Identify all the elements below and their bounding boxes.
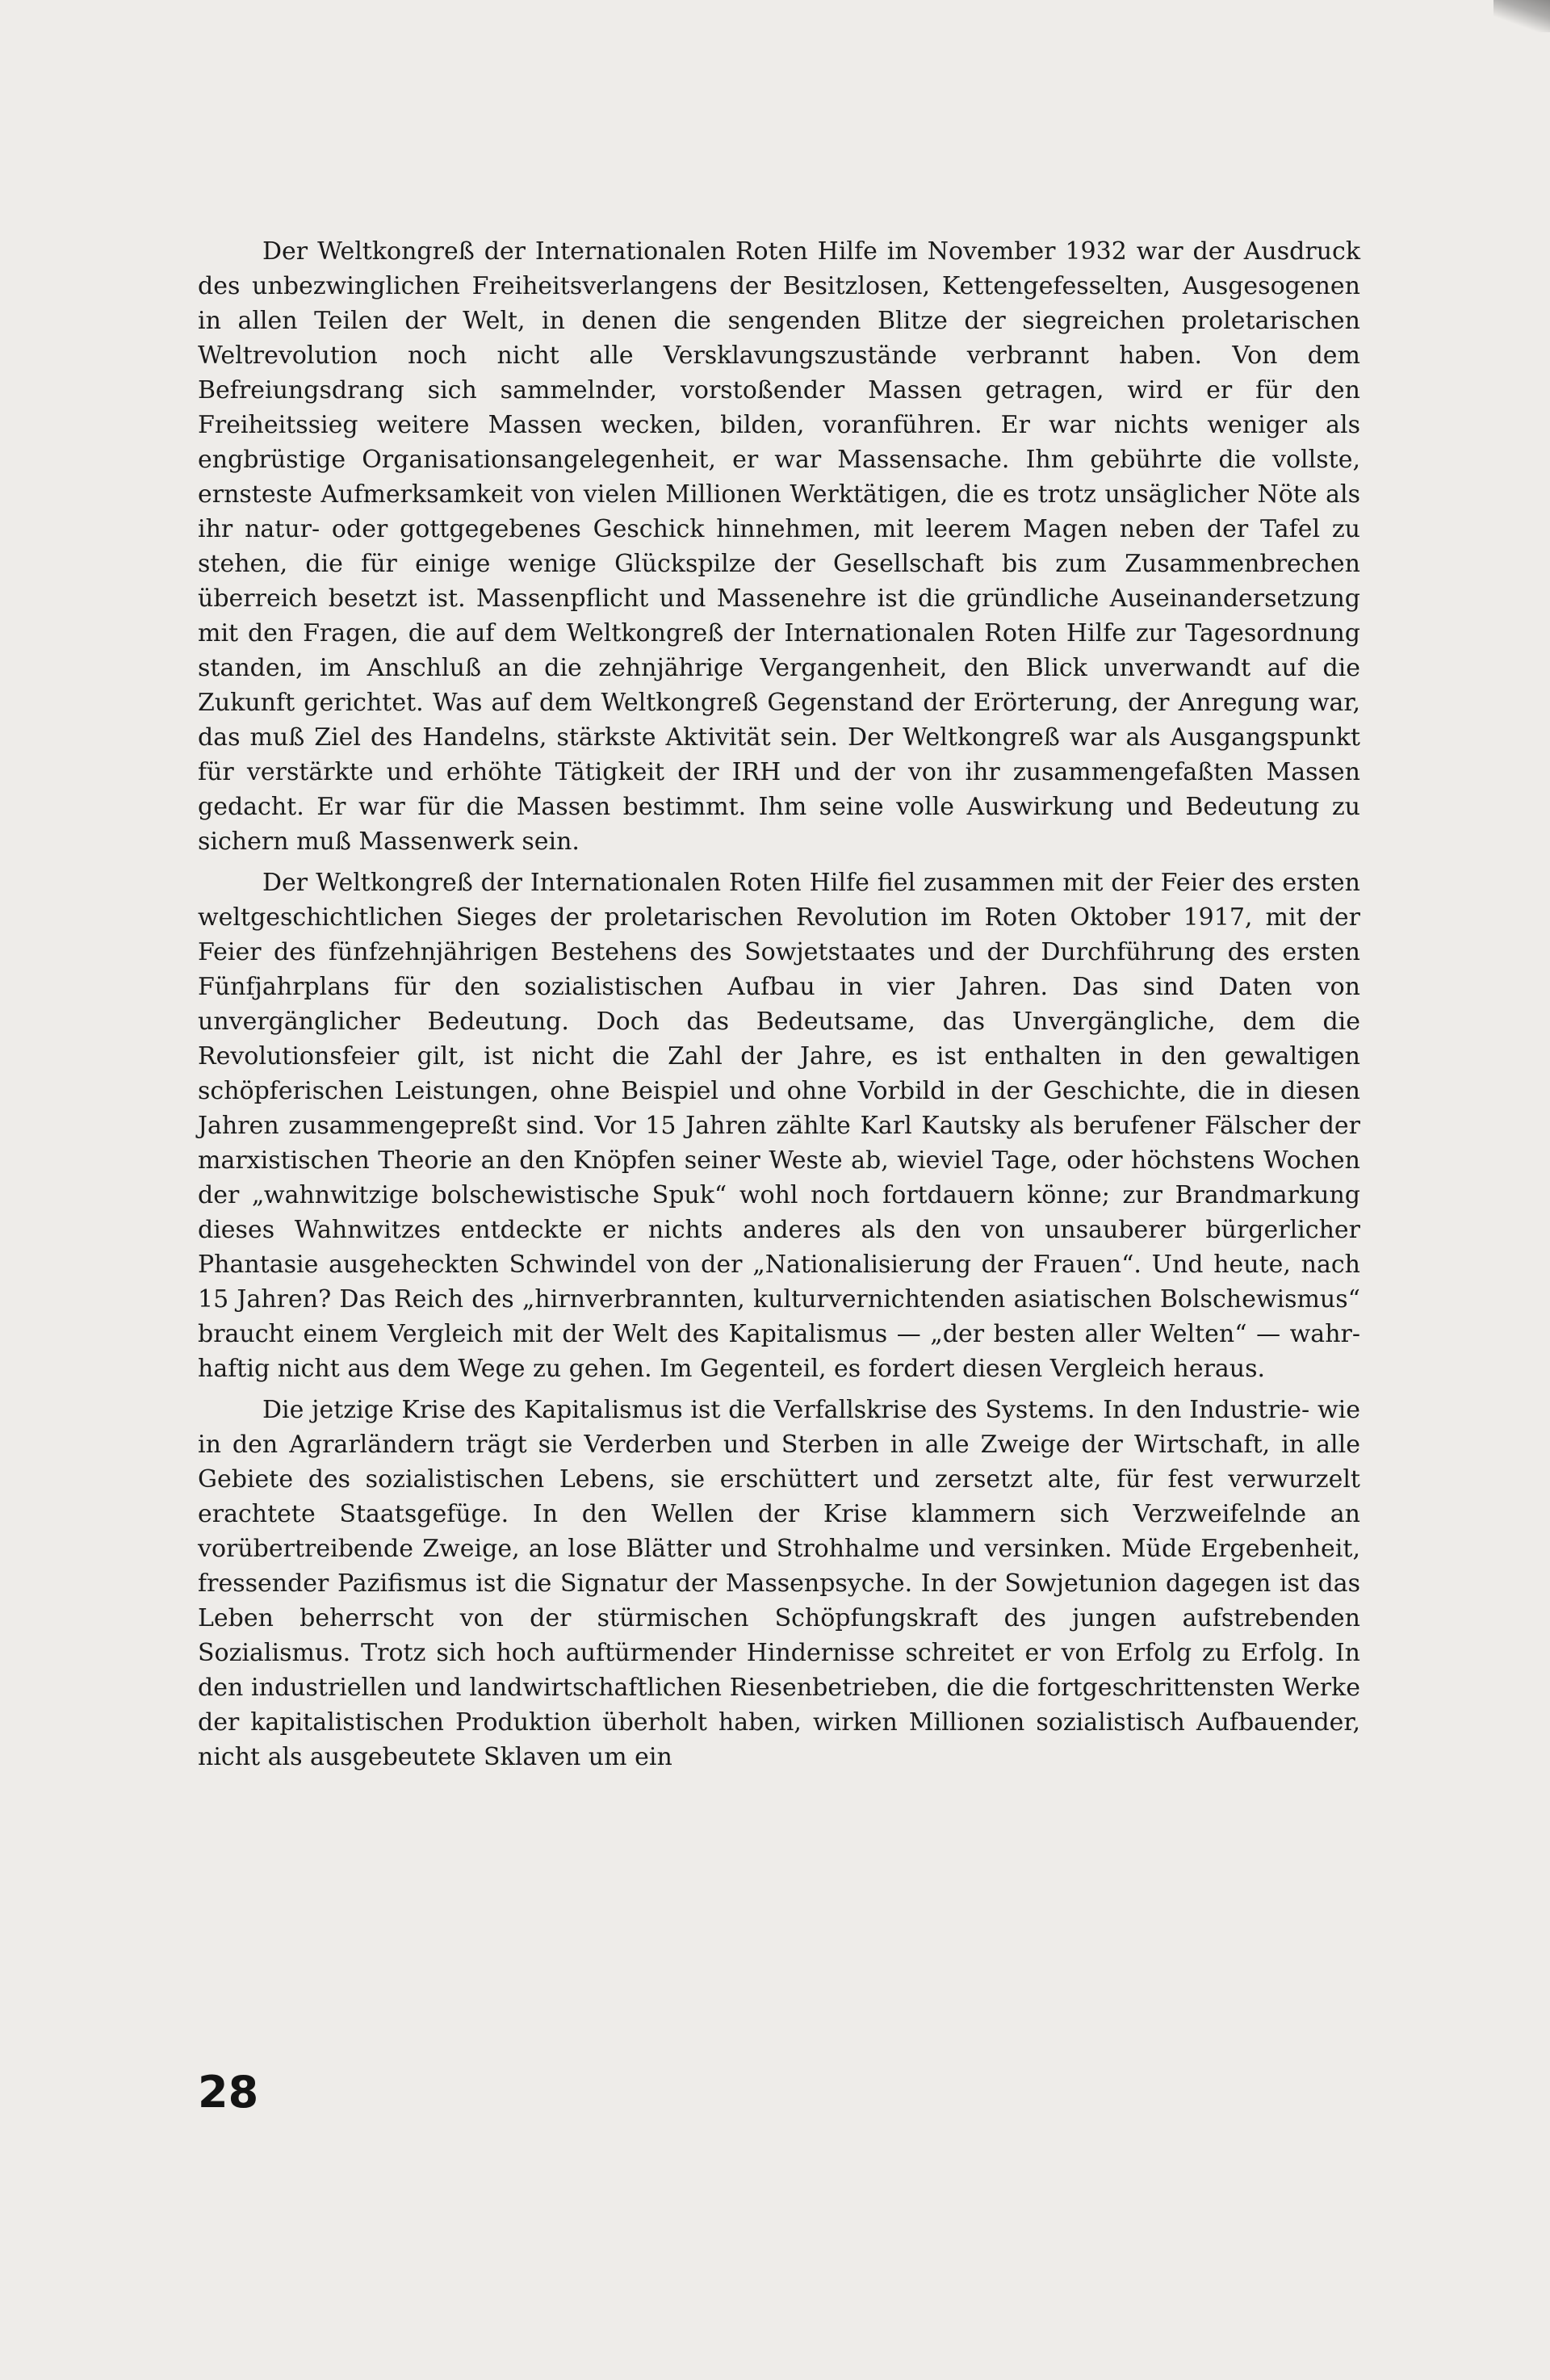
page-corner-shadow bbox=[1493, 0, 1550, 32]
body-text bbox=[198, 234, 1360, 1781]
page-number: 28 bbox=[198, 2067, 259, 2118]
paragraph-2: Der Weltkongreß der Internationalen Roten Hilfe fiel zusammen mit der Feier des ersten weltgeschichtlichen Sieges der proletarischen Revolution im Roten Oktober 1917, mit der Feier des fünfzehnjährigen Bestehens des Sowjetstaates und der Durchführung des ersten Fünfjahrplans für den sozialistischen Aufbau in vier Jahren. Das sind Daten von unvergänglicher Bedeutung. Doch das Bedeutsame, das Unvergängliche, dem die Revolutionsfeier gilt, ist nicht die Zahl der Jahre, es ist enthalten in den gewaltigen schöpferischen Leistungen, ohne Beispiel und ohne Vorbild in der Geschichte, die in diesen Jahren zusammengepreßt sind. Vor 15 Jahren zählte Karl Kautsky als berufener Fälscher der marxistischen Theorie an den Knöpfen seiner Weste ab, wieviel Tage, oder höchstens Wochen der „wahnwitzige bolschewistische Spuk“ wohl noch fortdauern könne; zur Brandmarkung dieses Wahnwitzes entdeckte er nichts anderes als den von unsauberer bürgerlicher Phantasie ausgeheckten Schwindel von der „Nationalisierung der Frauen“. Und heute, nach 15 Jahren? Das Reich des „hirnverbrannten, kulturvernichtenden asiatischen Bolschewismus“ braucht einem Vergleich mit der Welt des Kapitalismus — „der besten aller Welten“ — wahrhaftig nicht aus dem Wege zu gehen. Im Gegenteil, es fordert diesen Vergleich heraus. bbox=[198, 869, 1360, 1383]
paragraph-3: Die jetzige Krise des Kapitalismus ist die Verfallskrise des Systems. In den Industrie- wie in den Agrarländern trägt sie Verderben und Sterben in alle Zweige der Wirtschaft, in alle Gebiete des sozialistischen Lebens, sie erschüttert und zersetzt alte, für fest verwurzelt erachtete Staatsgefüge. In den Wellen der Krise klammern sich Verzweifelnde an vorübertreibende Zweige, an lose Blätter und Strohhalme und versinken. Müde Ergebenheit, fressender Pazifismus ist die Signatur der Massenpsyche. In der Sowjetunion dagegen ist das Leben beherrscht von der stürmischen Schöpfungskraft des jungen aufstrebenden Sozialismus. Trotz sich hoch auftürmender Hindernisse schreitet er von Erfolg zu Erfolg. In den industriellen und landwirtschaftlichen Riesenbetrieben, die die fortgeschrittensten Werke der kapitalistischen Produktion überholt haben, wirken Millionen sozialistisch Aufbauender, nicht als ausgebeutete Sklaven um ein bbox=[198, 1396, 1360, 1771]
paragraph-1: Der Weltkongreß der Internationalen Roten Hilfe im November 1932 war der Ausdruck des unbezwinglichen Freiheitsverlangens der Besitzlosen, Kettengefesselten, Ausgesogenen in allen Teilen der Welt, in denen die sengenden Blitze der siegreichen proletarischen Weltrevolution noch nicht alle Versklavungszustände verbrannt haben. Von dem Befreiungsdrang sich sammelnder, vorstoßender Massen getragen, wird er für den Freiheitssieg weitere Massen wecken, bilden, voranführen. Er war nichts weniger als engbrüstige Organisationsangelegenheit, er war Massensache. Ihm gebührte die vollste, ernsteste Aufmerksamkeit von vielen Millionen Werktätigen, die es trotz unsäglicher Nöte als ihr natur- oder gottgegebenes Geschick hinnehmen, mit leerem Magen neben der Tafel zu stehen, die für einige wenige Glückspilze der Gesellschaft bis zum Zusammenbrechen überreich besetzt ist. Massenpflicht und Massenehre ist die gründliche Auseinandersetzung mit den Fragen, die auf dem Weltkongreß der Internationalen Roten Hilfe zur Tagesordnung standen, im Anschluß an die zehnjährige Vergangenheit, den Blick unverwandt auf die Zukunft gerichtet. Was auf dem Weltkongreß Gegenstand der Erörterung, der Anregung war, das muß Ziel des Handelns, stärkste Aktivität sein. Der Weltkongreß war als Ausgangspunkt für verstärkte und erhöhte Tätigkeit der IRH und der von ihr zusammengefaßten Massen gedacht. Er war für die Massen bestimmt. Ihm seine volle Auswirkung und Bedeutung zu sichern muß Massenwerk sein. bbox=[198, 237, 1360, 856]
